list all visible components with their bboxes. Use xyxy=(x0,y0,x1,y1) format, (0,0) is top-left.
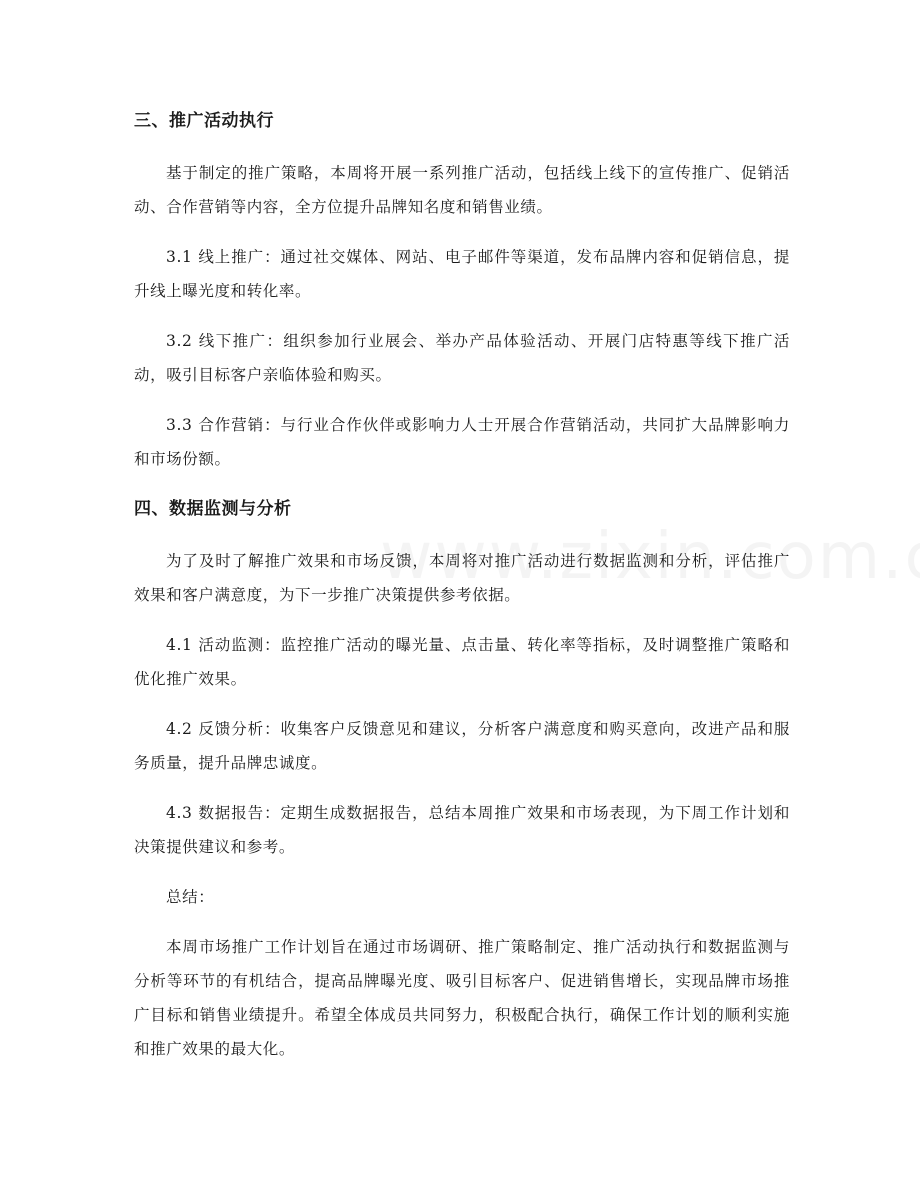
section-four-item-3: 4.3 数据报告：定期生成数据报告，总结本周推广效果和市场表现，为下周工作计划和决策提供建议和参考。 xyxy=(134,804,790,856)
section-four-item-1: 4.1 活动监测：监控推广活动的曝光量、点击量、转化率等指标，及时调整推广策略和优化推广效果。 xyxy=(134,636,790,688)
document-body xyxy=(134,104,790,1066)
summary-label: 总结： xyxy=(166,888,215,906)
section-three-item-1: 3.1 线上推广：通过社交媒体、网站、电子邮件等渠道，发布品牌内容和促销信息，提升线上曝光度和转化率。 xyxy=(134,248,790,300)
section-four-intro: 为了及时了解推广效果和市场反馈，本周将对推广活动进行数据监测和分析，评估推广效果和客户满意度，为下一步推广决策提供参考依据。 xyxy=(134,552,790,604)
section-three-item-3: 3.3 合作营销：与行业合作伙伴或影响力人士开展合作营销活动，共同扩大品牌影响力和市场份额。 xyxy=(134,416,790,468)
summary-body: 本周市场推广工作计划旨在通过市场调研、推广策略制定、推广活动执行和数据监测与分析等环节的有机结合，提高品牌曝光度、吸引目标客户、促进销售增长，实现品牌市场推广目标和销售业绩提升。希望全体成员共同努力，积极配合执行，确保工作计划的顺利实施和推广效果的最大化。 xyxy=(134,938,790,1058)
section-three-item-2: 3.2 线下推广：组织参加行业展会、举办产品体验活动、开展门店特惠等线下推广活动，吸引目标客户亲临体验和购买。 xyxy=(134,332,790,384)
section-four-item-2: 4.2 反馈分析：收集客户反馈意见和建议，分析客户满意度和购买意向，改进产品和服务质量，提升品牌忠诚度。 xyxy=(134,720,790,772)
section-heading-four: 四、数据监测与分析 xyxy=(134,499,292,519)
section-three-intro: 基于制定的推广策略，本周将开展一系列推广活动，包括线上线下的宣传推广、促销活动、合作营销等内容，全方位提升品牌知名度和销售业绩。 xyxy=(134,164,790,216)
section-heading-three: 三、推广活动执行 xyxy=(134,111,274,131)
